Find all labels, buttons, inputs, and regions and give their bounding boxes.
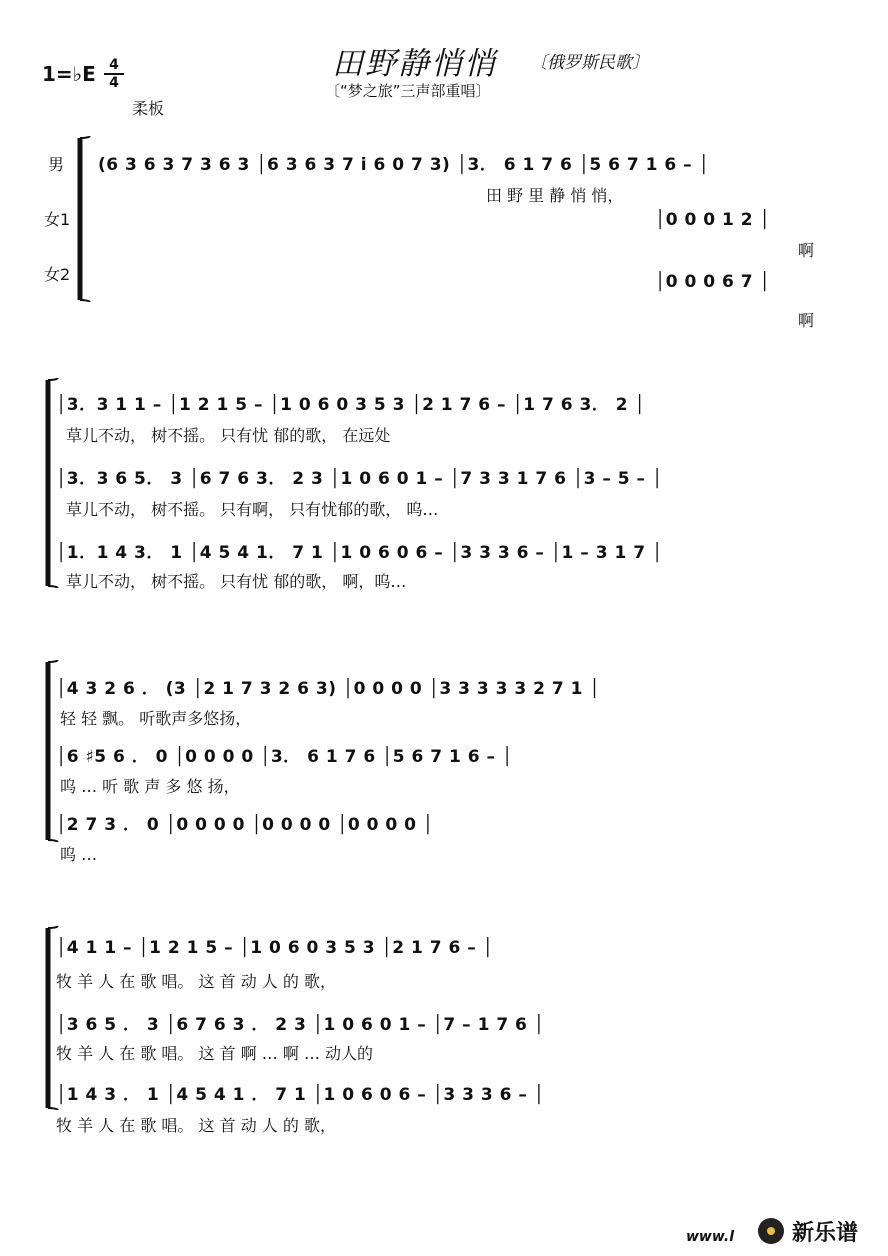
system4-male-notes: │4 1 1 – │1 2 1 5 – │1 0 6 0 3 5 3 │2 1 7 6 – │ — [56, 938, 494, 958]
time-signature — [104, 58, 124, 90]
key-signature: 1=♭E — [42, 62, 96, 86]
system1-female1-notes: │0 0 0 1 2 │ — [655, 210, 771, 230]
time-numerator: 4 — [109, 57, 119, 73]
system2-female1-lyrics: 草儿不动， 树不摇。 只有啊， 只有忧郁的歌， 呜… — [66, 500, 439, 519]
system2-male-notes: │3．3 1 1 – │1 2 1 5 – │1 0 6 0 3 5 3 │2 1 7 6 – │1 7 6 3． 2 │ — [56, 395, 646, 415]
tempo-marking: 柔板 — [132, 99, 165, 118]
system2-male-lyrics: 草儿不动， 树不摇。 只有忧 郁的歌， 在远处 — [66, 426, 391, 445]
system-bracket-1 — [72, 136, 92, 302]
system2-female2-lyrics: 草儿不动， 树不摇。 只有忧 郁的歌， 啊，呜… — [66, 572, 407, 591]
system3-male-lyrics: 轻 轻 飘。 听歌声多悠扬， — [60, 709, 252, 728]
system4-female1-notes: │3 6 5 ． 3 │6 7 6 3 ． 2 3 │1 0 6 0 1 – │7 – 1 7 6 │ — [56, 1015, 545, 1035]
footer-brand: 新乐谱 — [792, 1221, 859, 1246]
system1-female2-notes: │0 0 0 6 7 │ — [655, 272, 771, 292]
voice-label-female1: 女1 — [44, 210, 71, 229]
system4-female2-lyrics: 牧 羊 人 在 歌 唱。 这 首 动 人 的 歌， — [56, 1116, 336, 1135]
system3-female2-lyrics: 呜 … — [60, 845, 98, 864]
brand-logo-icon — [758, 1218, 784, 1244]
system1-male-lyrics: 田 野 里 静 悄 悄， — [486, 186, 624, 205]
system4-female1-lyrics: 牧 羊 人 在 歌 唱。 这 首 啊 … 啊 … 动人的 — [56, 1044, 374, 1063]
time-denominator: 4 — [109, 75, 119, 91]
system3-female1-notes: │6 ♯5 6 ． 0 │0 0 0 0 │3． 6 1 7 6 │5 6 7 1 6 – │ — [56, 747, 513, 767]
system1-male-notes: (6 3 6 3 7 3 6 3 │6 3 6 3 7 i 6 0 7 3) │3． 6 1 7 6 │5 6 7 1 6 – │ — [98, 155, 710, 175]
arrangement-note: 〔“梦之旅”三声部重唱〕 — [325, 82, 491, 100]
song-title: 田野静悄悄 — [332, 46, 497, 82]
system1-female1-lyrics: 啊 — [798, 241, 815, 260]
system3-female2-notes: │2 7 3 ． 0 │0 0 0 0 │0 0 0 0 │0 0 0 0 │ — [56, 815, 434, 835]
system3-male-notes: │4 3 2 6 ． (3 │2 1 7 3 2 6 3) │0 0 0 0 │3 3 3 3 3 2 7 1 │ — [56, 679, 601, 699]
footer-site: www.l — [686, 1229, 735, 1245]
system4-female2-notes: │1 4 3 ． 1 │4 5 4 1 ． 7 1 │1 0 6 0 6 – │3 3 3 6 – │ — [56, 1085, 545, 1105]
voice-label-female2: 女2 — [44, 265, 71, 284]
system2-female1-notes: │3．3 6 5． 3 │6 7 6 3． 2 3 │1 0 6 0 1 – │7 3 3 1 7 6 │3 – 5 – │ — [56, 469, 663, 489]
system3-female1-lyrics: 呜 … 听 歌 声 多 悠 扬， — [60, 777, 240, 796]
song-origin: 〔俄罗斯民歌〕 — [530, 53, 649, 73]
system2-female2-notes: │1．1 4 3． 1 │4 5 4 1． 7 1 │1 0 6 0 6 – │3 3 3 6 – │1 – 3 1 7 │ — [56, 543, 663, 563]
system1-female2-lyrics: 啊 — [798, 311, 815, 330]
voice-label-male: 男 — [48, 155, 65, 174]
system4-male-lyrics: 牧 羊 人 在 歌 唱。 这 首 动 人 的 歌， — [56, 972, 336, 991]
